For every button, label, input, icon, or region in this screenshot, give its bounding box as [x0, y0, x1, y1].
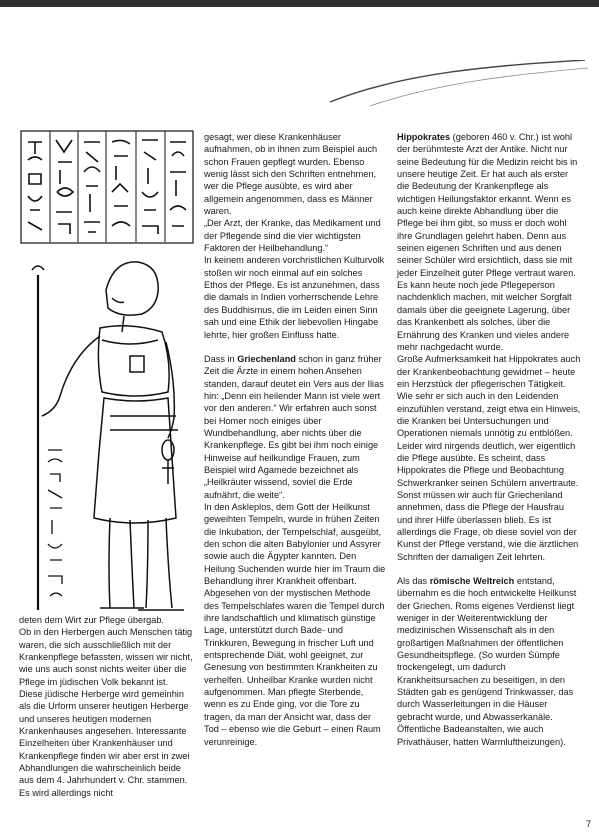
paragraph: Abgesehen von der mystischen Methode des Tempelschlafes waren die Tempel durch ihre landschaftlich und klimatisch günstige Lage, unterstützt durch Bade- und Trinkkuren, Bewegung in frischer Luft und entsprechende Diät, wohl geeignet, zur Genesung von bestimmten Krankheiten zu verhelfen. Unheilbar Kranke wurden nicht aufgenommen. Man pflegte Sterbende, wenn es zu Ende ging, vor die Tore zu tragen, da man der Ansicht war, dass der Tod – ebenso wie die Geburt – einen Raum verunreinige.: [204, 588, 385, 747]
keyword-bold: Hippokrates: [397, 132, 451, 142]
paragraph-rome: [397, 575, 581, 748]
keyword-bold: römische Weltreich: [429, 576, 515, 587]
quote: „Der Arzt, der Kranke, das Medikament und der Pflegende sind die vier wichtigsten Faktoren der Heilbehandlung.“: [204, 218, 381, 254]
paragraph: deten dem Wirt zur Pflege übergab. Ob in den Herbergen auch Menschen tätig waren, die sich ausschließlich mit der Krankenpflege befassten, wissen wir nicht, wie uns auch sonst nichts weiter über die Pflege im jüdischen Volk bekannt ist. Diese jüdische Herberge wird gemeinhin als die Urform unserer heutigen Herberge und unseres heutigen modernen Krankenhauses angesehen. Interessante Einzelheiten über Krankenhäuser und Krankenpflege finden wir aber erst in zwei Abhandlungen die wahrscheinlich beide aus dem 4. Jahrhundert v. Chr. stammen. Es wird allerdings nicht: [19, 615, 193, 798]
paragraph-hippokrates: [397, 131, 581, 353]
intro-text: Dass in: [204, 353, 238, 364]
decorative-swoosh: [330, 60, 590, 110]
body-text: entstand, übernahm es die hoch entwickelte Heilkunst der Griechen. Roms eigenes Verdienst liegt weniger in der Weiterentwicklung der medizinischen Wissenschaft als in den großartigen Maßnahmen der öffentlichen Gesundheitspflege. (So wurden Sümpfe trockengelegt, um dadurch Krankheitsursachen zu beseitigen, in den Städten gab es genügend Trinkwasser, das durch Wasserleitungen in die Häuser gebracht wurde, und Abwasserkanäle. Öffentliche Badeanstalten, wie auch Privathäuser, hatten Warmluftheizungen).: [397, 576, 577, 747]
paragraph-greece: [204, 353, 386, 501]
paragraph: In den Askleplos, dem Gott der Heilkunst geweihten Tempeln, wurde in frühen Zeiten die Inkubation, der Tempelschlaf, ausgeübt, den schon die alten Babylonier und Assyrer sowie auch die Ägypter kannten. Den Heilung Suchenden wurde hier im Traum die Behandlung ihrer Krankheit offenbart.: [204, 501, 386, 587]
body-text: (geboren 460 v. Chr.) ist wohl der berühmteste Arzt der Antike. Nicht nur seine Bedeutung für die Medizin reicht bis in unsere heutige Zeit. Er hat auch als erster die Bedeutung der Krankenpflege als wichtigen Heilungsfaktor erkannt. Wenn es auch keine direkte Abhandlung über die Pflege bei ihm gibt, so muss er doch wohl ihre Grundlagen gelehrt haben. Denn aus seinen eigenen Schriften und aus denen seiner Schüler wird ersichtlich, dass sie mit jeder Einzelheit guter Pflege vertraut waren. Es kann heute noch jede Pflegeperson nachdenklich machen, mit welcher Sorgfalt damals über die geeignete Lagerung, über das Krankenbett als solches, über die Ernährung des Kranken und vieles andere mehr nachgedacht wurde.: [397, 132, 578, 352]
egyptian-figure-illustration: [20, 130, 200, 625]
text-column-right: [397, 131, 581, 748]
paragraph: Große Aufmerksamkeit hat Hippokrates auch der Krankenbeobachtung gewidmet – heute ein Herzstück der pflegerischen Tätigkeit. Wie sehr er sich auch in den Leidenden einzufühlen verstand, zeigt etwa ein Hinweis, die Kranken bei Untersuchungen und Operationen niemals unnötig zu entblößen. Leider wird nirgends deutlich, wer eigentlich die Pflege ausübte. Es scheint, dass Hippokrates die Pflege und Beobachtung Schwerkranker seinen Schülern anvertraute. Sonst müssen wir auch für Griechenland annehmen, dass die Pflege der Hausfrau und ihrer Hilfe überlassen blieb. Es ist allerdings die Frage, ob diese soviel von der Kunst der Pflege verstand, wie die ärztlichen Schriften der damaligen Zeit lehrten.: [397, 354, 581, 562]
body-text: schon in ganz früher Zeit die Ärzte in einem hohen Ansehen standen, darauf deutet ein Vers aus der Ilias hin: „Denn ein heilender Mann ist viele wert vor den anderen.“ Wir erfahren auch sonst bei Homer noch einiges über Wundbehandlung, aber nichts über die Krankenpflege. Es gibt bei ihm noch einige Hinweise auf heilkundige Frauen, zum Beispiel wird Agamede bezeichnet als „Heilkräuter wissend, soviel die Erde aufnährt, die weite“.: [204, 353, 384, 500]
text-column-left: [19, 614, 194, 799]
top-bar: [0, 0, 599, 7]
text-column-middle: [204, 131, 386, 748]
paragraph: gesagt, wer diese Krankenhäuser aufnahmen, ob in ihnen zum Beispiel auch schon Frauen gepflegt wurden. Ebenso wenig lässt sich den Schriften entnehmen, wer die Pflege ausübte, es wird aber allgemein angenommen, dass es Männer waren.: [204, 132, 378, 217]
paragraph: In keinem anderen vorchristlichen Kulturvolk stoßen wir noch einmal auf ein solches Ethos der Pflege. Es ist anzunehmen, dass die damals in Indien vorherrschende Lehre des Buddhismus, die im Leiden einen Sinn sah und eine Ethik der liebevollen Hingabe lehrte, hier großen Einfluss hatte.: [204, 255, 385, 340]
page-number: 7: [586, 819, 592, 829]
keyword-bold: Griechenland: [237, 353, 296, 364]
intro-text: Als das: [397, 576, 430, 587]
